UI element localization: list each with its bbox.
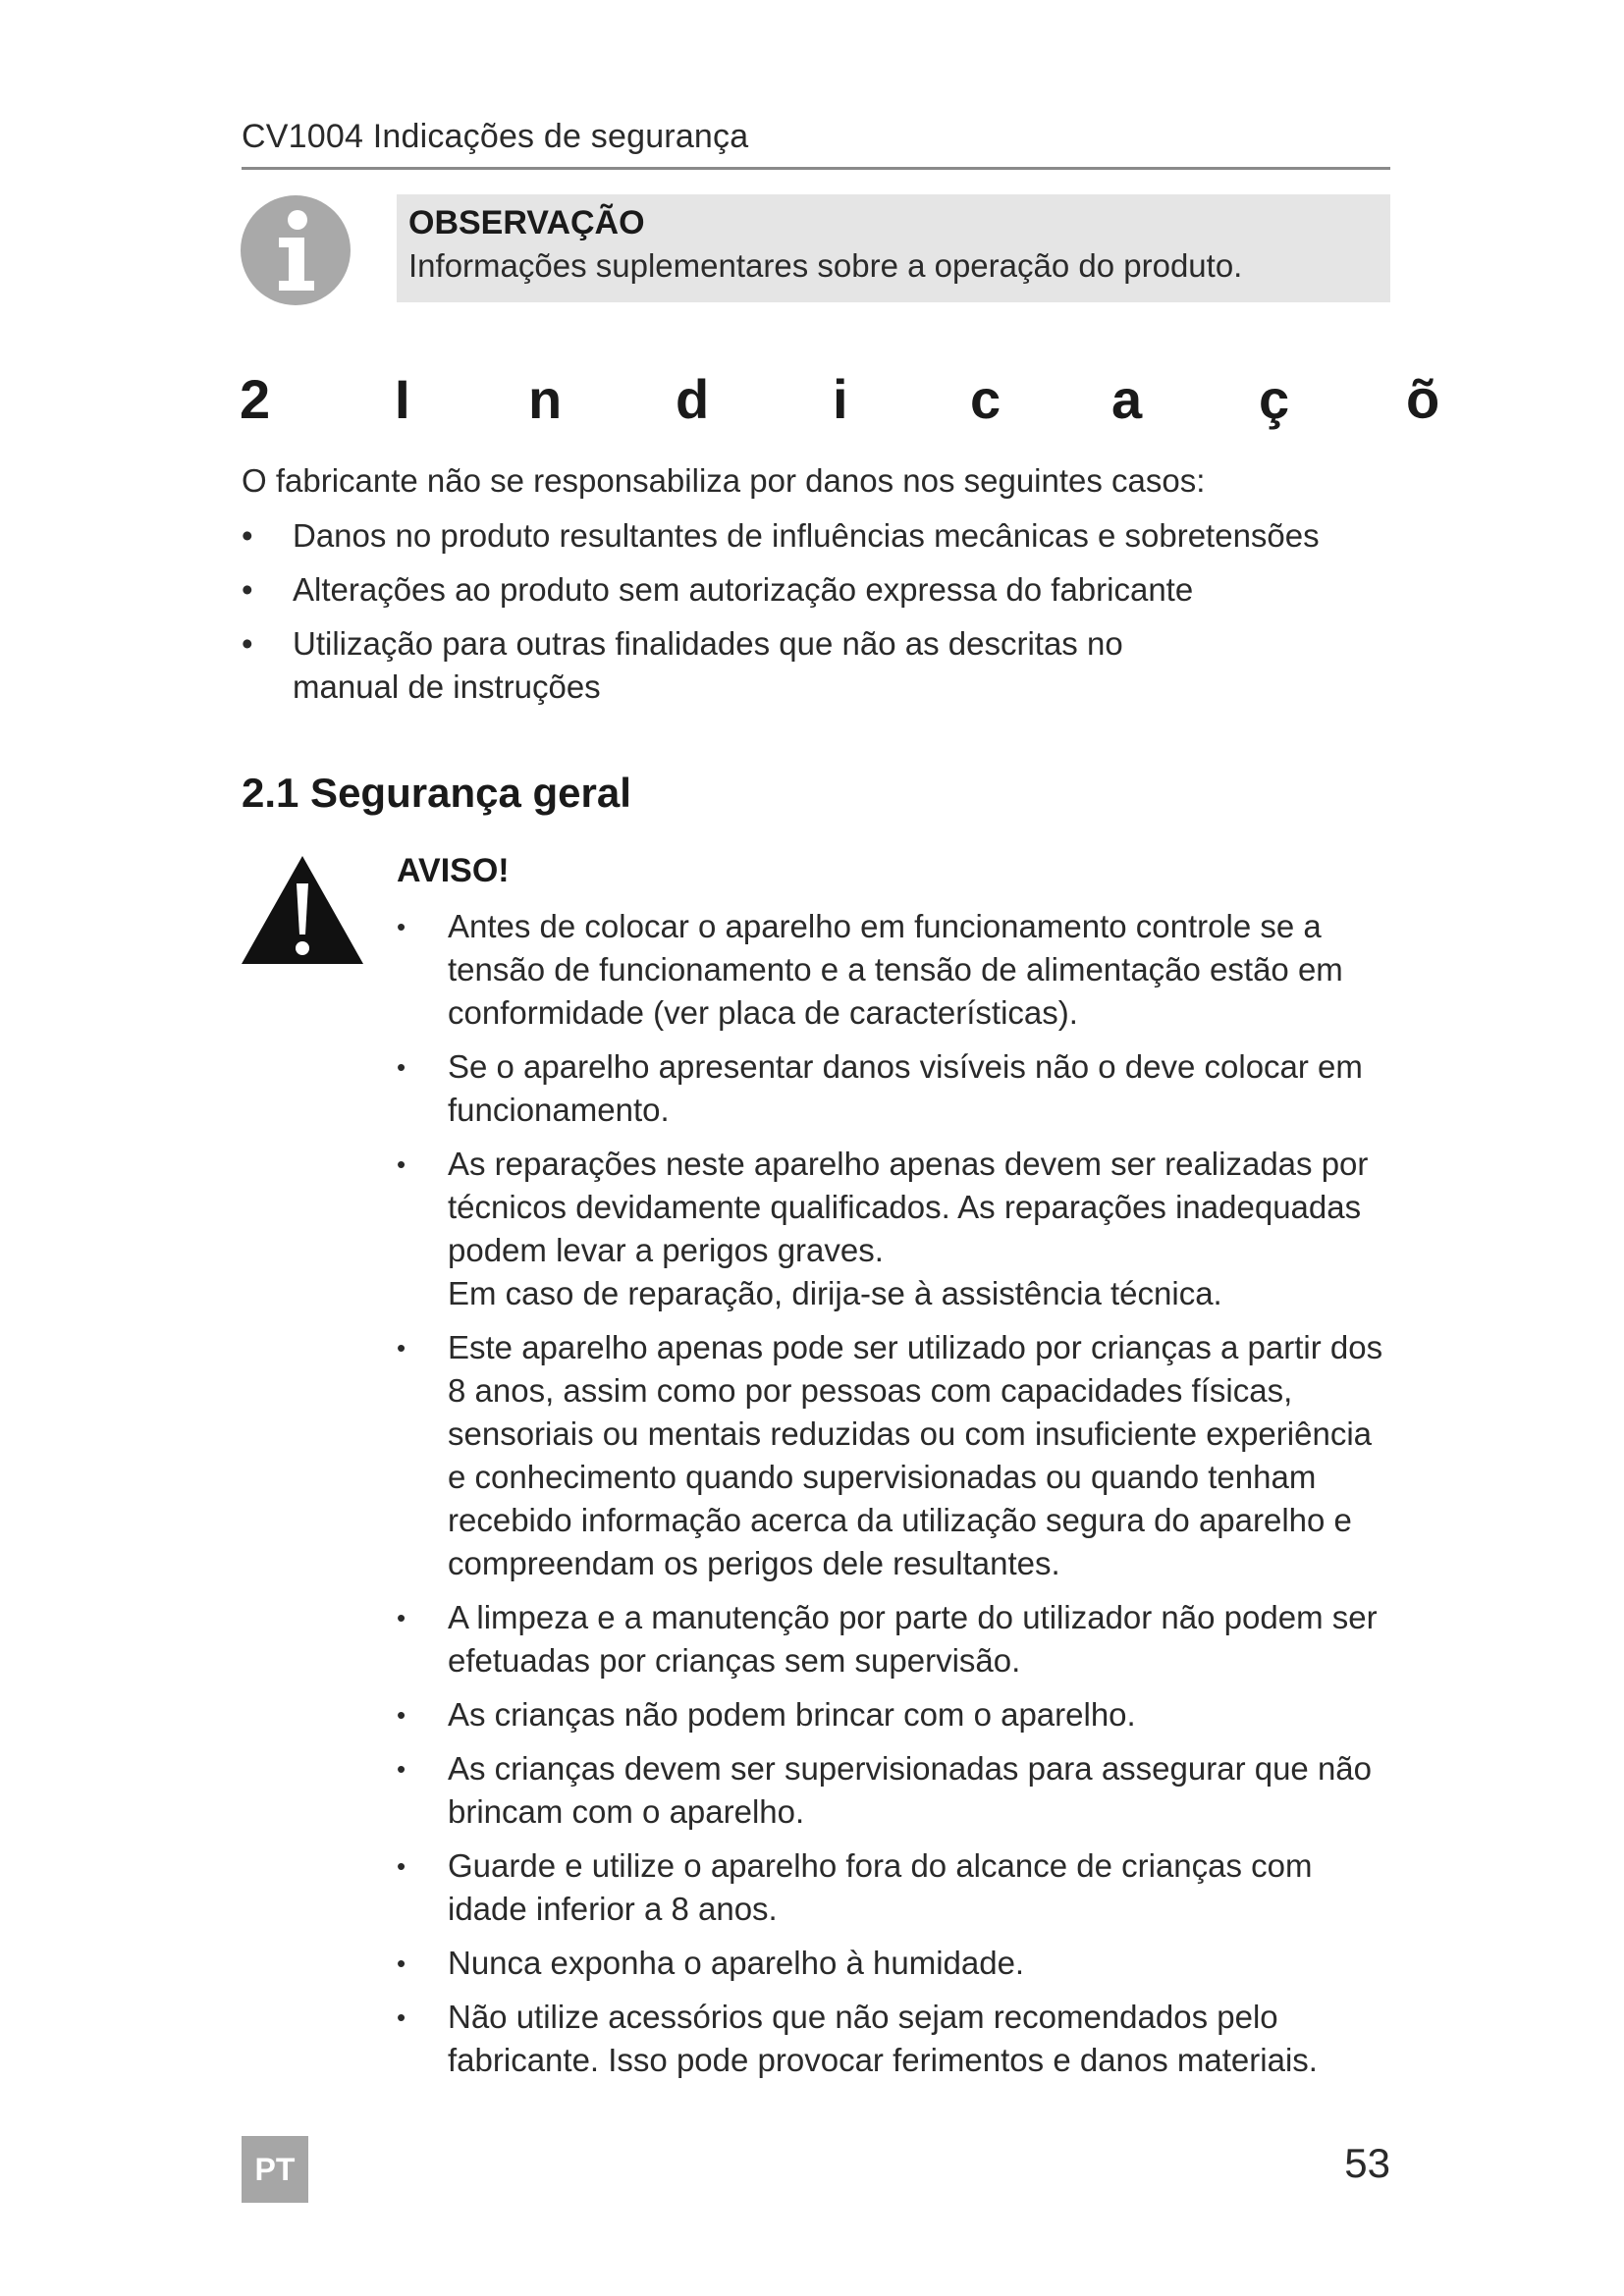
list-item bbox=[397, 1942, 1390, 1985]
list-item-text: As crianças devem ser supervisionadas para assegurar que não brincam com o aparelho. bbox=[448, 1750, 1373, 1830]
list-item bbox=[242, 568, 1380, 612]
list-item-text: Antes de colocar o aparelho em funcionamento controle se a tensão de funcionamento e a tensão de alimentação estão em conformidade (ver placa de características). bbox=[448, 908, 1343, 1031]
list-item-text: Danos no produto resultantes de influências mecânicas e sobretensões bbox=[293, 517, 1320, 554]
page-number: 53 bbox=[1344, 2140, 1390, 2186]
list-item-text: Utilização para outras finalidades que não as descritas no manual de instruções bbox=[293, 625, 1123, 705]
chapter-heading-letter: n bbox=[528, 368, 563, 430]
page-header-title: CV1004 Indicações de segurança bbox=[242, 118, 749, 155]
bullet-marker: • bbox=[242, 517, 253, 554]
list-item-text: Alterações ao produto sem autorização expressa do fabricante bbox=[293, 571, 1194, 608]
chapter-heading-letter: ç bbox=[1259, 368, 1290, 430]
chapter-heading-letter: a bbox=[1111, 368, 1143, 430]
liability-list bbox=[242, 514, 1380, 720]
chapter-heading-letter: d bbox=[676, 368, 710, 430]
bullet-marker: • bbox=[397, 1149, 406, 1179]
chapter-heading-letter: I bbox=[395, 368, 410, 430]
bullet-marker: • bbox=[242, 571, 253, 608]
list-item-text: Se o aparelho apresentar danos visíveis não o deve colocar em funcionamento. bbox=[448, 1048, 1363, 1128]
list-item bbox=[397, 1747, 1390, 1834]
intro-text: O fabricante não se responsabiliza por danos nos seguintes casos: bbox=[242, 462, 1206, 499]
list-item bbox=[397, 1844, 1390, 1931]
bullet-marker: • bbox=[397, 1052, 406, 1082]
list-item-text: Nunca exponha o aparelho à humidade. bbox=[448, 1945, 1025, 1981]
list-item bbox=[242, 622, 1380, 709]
list-item bbox=[397, 1143, 1390, 1315]
list-item bbox=[242, 514, 1380, 558]
bullet-marker: • bbox=[397, 1700, 406, 1730]
note-box bbox=[397, 194, 1390, 302]
header-divider bbox=[242, 167, 1390, 170]
info-icon bbox=[240, 194, 352, 306]
chapter-heading-letter: i bbox=[833, 368, 848, 430]
chapter-heading-letter: c bbox=[970, 368, 1001, 430]
bullet-marker: • bbox=[397, 2002, 406, 2032]
list-item bbox=[397, 905, 1390, 1035]
bullet-marker: • bbox=[397, 912, 406, 941]
list-item bbox=[397, 1326, 1390, 1585]
bullet-marker: • bbox=[397, 1949, 406, 1978]
language-badge: PT bbox=[242, 2136, 308, 2203]
bullet-marker: • bbox=[242, 625, 253, 662]
list-item bbox=[397, 1596, 1390, 1682]
bullet-marker: • bbox=[397, 1754, 406, 1784]
warning-list bbox=[397, 905, 1390, 2093]
chapter-heading-letter: õ bbox=[1406, 368, 1440, 430]
list-item bbox=[397, 1996, 1390, 2082]
list-item-text: Guarde e utilize o aparelho fora do alcance de crianças com idade inferior a 8 anos. bbox=[448, 1847, 1313, 1927]
list-item bbox=[397, 1693, 1390, 1736]
list-item-text: Este aparelho apenas pode ser utilizado por crianças a partir dos 8 anos, assim como por pessoas com capacidades físicas, sensoriais ou mentais reduzidas ou com insuficiente experiência e conhecimento quando supervisionadas ou quando tenham recebido informação acerca da utilização segura do aparelho e compreendam os perigos dele resultantes. bbox=[448, 1329, 1383, 1581]
warning-label: AVISO! bbox=[397, 852, 510, 889]
list-item-text: A limpeza e a manutenção por parte do utilizador não podem ser efetuadas por crianças sem supervisão. bbox=[448, 1599, 1378, 1679]
list-item bbox=[397, 1045, 1390, 1132]
list-item-text: As reparações neste aparelho apenas devem ser realizadas por técnicos devidamente qualificados. As reparações inadequadas podem levar a perigos graves. Em caso de reparação, dirija-se à assistência técnica. bbox=[448, 1146, 1369, 1311]
note-label: OBSERVAÇÃO bbox=[408, 204, 645, 241]
warning-triangle-icon bbox=[240, 854, 365, 966]
chapter-number: 2 bbox=[240, 368, 271, 430]
bullet-marker: • bbox=[397, 1603, 406, 1632]
bullet-marker: • bbox=[397, 1333, 406, 1362]
section-heading: 2.1 Segurança geral bbox=[242, 770, 631, 816]
list-item-text: As crianças não podem brincar com o aparelho. bbox=[448, 1696, 1136, 1733]
bullet-marker: • bbox=[397, 1851, 406, 1881]
note-text: Informações suplementares sobre a operação do produto. bbox=[408, 247, 1243, 284]
list-item-text: Não utilize acessórios que não sejam recomendados pelo fabricante. Isso pode provocar ferimentos e danos materiais. bbox=[448, 1999, 1318, 2078]
